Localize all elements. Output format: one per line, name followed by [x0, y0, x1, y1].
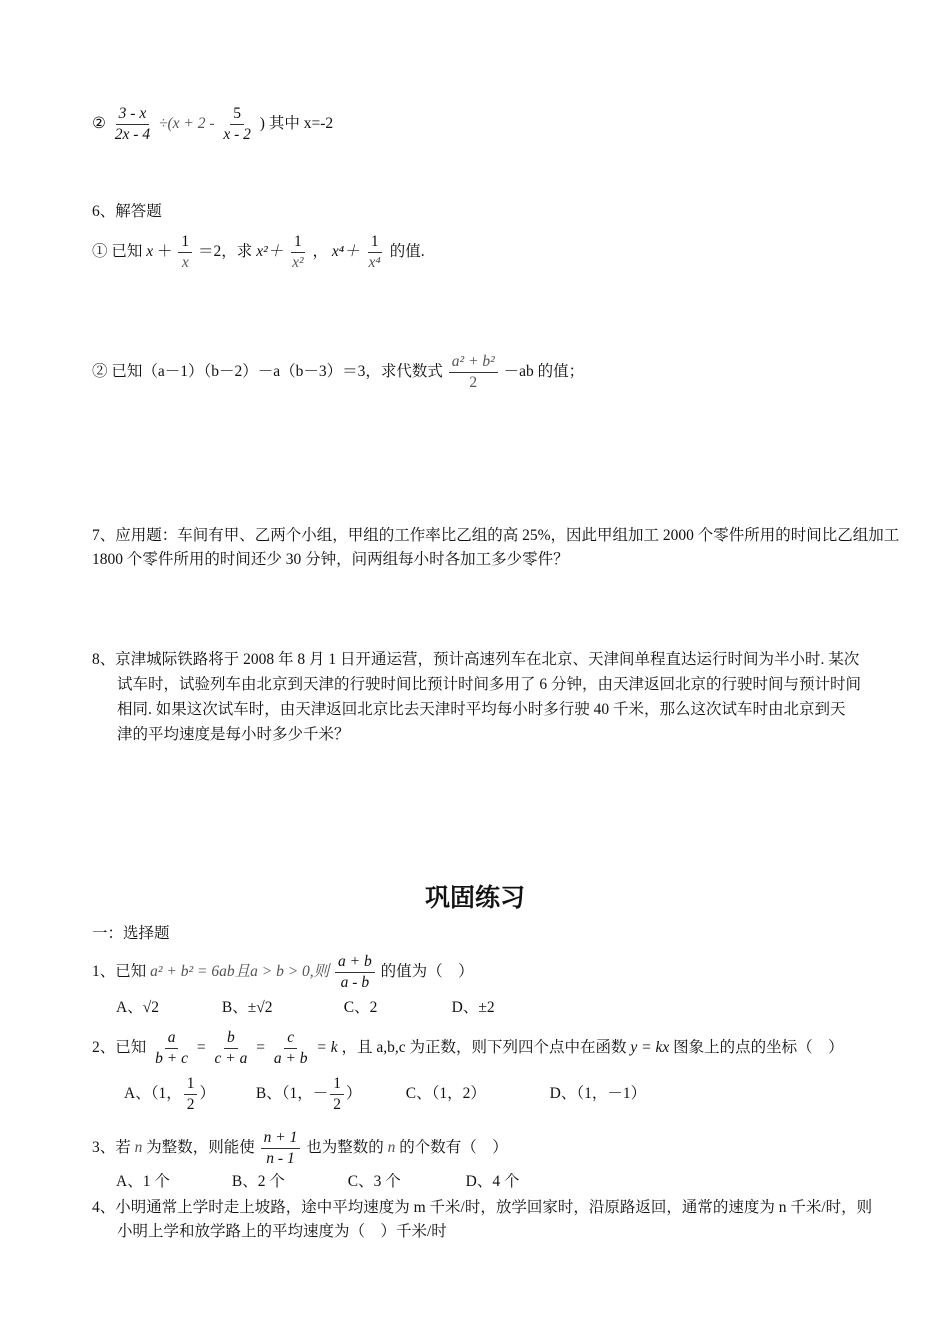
numerator: 1: [291, 232, 305, 253]
c2-frac-a: [152, 1028, 191, 1069]
c3-middle-1: 为整数，则能使: [146, 1139, 255, 1157]
c2-suffix: 图象上的点的坐标（ ）: [673, 1039, 844, 1057]
numerator: a: [165, 1028, 179, 1049]
c3-option-a[interactable]: A、1 个: [116, 1173, 170, 1190]
option-prefix: B、（1，－: [255, 1085, 329, 1103]
q5-close-paren: ): [259, 115, 265, 133]
q6-part2: [92, 352, 584, 393]
option-suffix: ）: [345, 1085, 362, 1103]
q5-marker: ②: [92, 115, 106, 133]
q5-expression: [92, 104, 333, 145]
c3-suffix: 的个数有（ ）: [399, 1139, 508, 1157]
c2-option-c[interactable]: C、（1，2）: [405, 1085, 486, 1103]
q6-p1-x: x: [146, 243, 154, 261]
q6-part1: [92, 232, 425, 273]
option-fraction: [330, 1074, 344, 1115]
c2-prefix: 2、已知: [92, 1039, 147, 1057]
section-subtitle: 一：选择题: [92, 925, 170, 942]
c2-option-d[interactable]: D、（1，－1）: [549, 1085, 647, 1103]
q6-p1-frac-x4: [366, 232, 384, 273]
q5-condition: 其中 x=-2: [268, 115, 334, 133]
numerator: a + b: [335, 952, 375, 973]
c1-prefix: 1、已知: [92, 963, 147, 981]
c3-n-2: n: [387, 1139, 396, 1157]
numerator: 1: [184, 1074, 198, 1095]
numerator: 1: [368, 232, 382, 253]
q5-fraction-1: [112, 104, 153, 145]
q6-p1-suffix: 的值.: [389, 243, 425, 261]
numerator: 1: [330, 1074, 344, 1095]
numerator: a² + b²: [449, 352, 498, 373]
q6-p1-frac-x2: [289, 232, 307, 273]
c1-option-b[interactable]: B、±√2: [221, 999, 273, 1016]
c4-line2: 小明上学和放学路上的平均速度为（ ）千米/时: [117, 1223, 447, 1240]
q6-p1-plus: ＋: [157, 243, 173, 261]
c1-option-d[interactable]: D、±2: [451, 999, 495, 1016]
numerator: c: [284, 1028, 297, 1049]
q5-frac2-numerator: 5: [230, 104, 244, 125]
denominator: 2: [186, 1096, 195, 1113]
c1-question: [92, 952, 474, 993]
denominator: x: [181, 254, 189, 271]
option-fraction: [184, 1074, 198, 1115]
c3-options: [116, 1170, 519, 1194]
q5-frac1-denominator: 2x - 4: [114, 126, 151, 143]
q6-p1-x4: x⁴＋: [331, 243, 360, 261]
q8-line1: 8、京津城际铁路将于 2008 年 8 月 1 日开通运营，预计高速列车在北京、天津间单程直达运行时间为半小时. 某次: [92, 651, 860, 668]
c2-middle-text: ，且 a,b,c 为正数，则下列四个点中在函数: [341, 1039, 627, 1057]
q6-p1-x2: x²＋: [256, 243, 284, 261]
denominator: b + c: [155, 1050, 188, 1067]
c2-option-a[interactable]: [124, 1074, 252, 1115]
c3-option-d[interactable]: D、4 个: [465, 1173, 520, 1190]
q6-p2-prefix: ② 已知（a－1）（b－2）－a（b－3）＝3，求代数式: [92, 363, 443, 381]
q5-frac1-numerator: 3 - x: [116, 104, 150, 125]
c3-option-b[interactable]: B、2 个: [231, 1173, 285, 1190]
denominator: x²: [292, 254, 304, 271]
c1-condition: a² + b² = 6ab且a > b > 0,则: [150, 963, 330, 981]
q5-fraction-2: [220, 104, 254, 145]
c2-question: [92, 1028, 844, 1069]
denominator: 2: [469, 374, 478, 391]
c1-suffix: 的值为（ ）: [380, 963, 474, 981]
numerator: b: [224, 1028, 238, 1049]
c4-line1: 4、小明通常上学时走上坡路，途中平均速度为 m 千米/时，放学回家时，沿原路返回，通常的速度为 n 千米/时，则: [92, 1199, 873, 1216]
q8-line4: 津的平均速度是每小时多少千米？: [117, 726, 350, 743]
c2-option-b[interactable]: [256, 1074, 402, 1115]
q6-p1-equals: ＝2，求: [198, 243, 253, 261]
option-prefix: A、（1，: [124, 1085, 182, 1103]
section-title: 巩固练习: [424, 883, 525, 912]
option-suffix: ）: [199, 1085, 215, 1103]
c1-fraction: [335, 952, 375, 993]
c3-question: [92, 1128, 508, 1169]
denominator: 2: [333, 1096, 341, 1113]
q8-line3: 相同. 如果这次试车时，由天津返回北京比去天津时平均每小时多行驶 40 千米，那么这次试车时由北京到天: [117, 701, 846, 718]
c2-frac-c: [271, 1028, 311, 1069]
c1-option-c[interactable]: C、2: [343, 999, 378, 1016]
c2-function: y = kx: [630, 1039, 670, 1057]
numerator: n + 1: [261, 1128, 301, 1149]
q8-line2: 试车时，试验列车由北京到天津的行驶时间比预计时间多用了 6 分钟，由天津返回北京的行驶时间与预计时间: [117, 676, 862, 693]
c3-n: n: [134, 1139, 143, 1157]
numerator: 1: [178, 232, 192, 253]
c2-equals-1: =: [196, 1039, 206, 1057]
c3-option-c[interactable]: C、3 个: [347, 1173, 401, 1190]
q6-p2-suffix: －ab 的值；: [503, 363, 585, 381]
q5-division-part: ÷(x + 2 -: [158, 115, 215, 133]
denominator: a + b: [273, 1050, 308, 1067]
q6-p1-comma: ，: [312, 243, 329, 261]
c2-equals-2: =: [256, 1039, 265, 1057]
q6-heading: 6、解答题: [92, 203, 162, 220]
q5-frac2-denominator: x - 2: [223, 126, 251, 143]
q6-p1-prefix: ① 已知: [92, 243, 143, 261]
q6-p2-fraction: [449, 352, 498, 393]
c3-middle-2: 也为整数的: [306, 1139, 384, 1157]
denominator: c + a: [214, 1050, 248, 1067]
c3-prefix: 3、若: [92, 1139, 131, 1157]
c3-fraction: [261, 1128, 301, 1169]
denominator: x⁴: [368, 254, 381, 271]
c2-frac-b: [211, 1028, 250, 1069]
c2-options: [124, 1074, 646, 1115]
c2-k: = k: [316, 1039, 338, 1057]
c1-options: [116, 996, 495, 1020]
q7-text: 7、应用题：车间有甲、乙两个小组，甲组的工作率比乙组的高 25%，因此甲组加工 2000 个零件所用的时间比乙组加工 1800 个零件所用的时间还少 30 分钟，问两组每小时各加工多少零件？: [92, 527, 900, 568]
q6-p1-frac-x: [178, 232, 192, 273]
denominator: a - b: [340, 974, 370, 991]
c1-option-a[interactable]: A、√2: [116, 999, 159, 1016]
denominator: n - 1: [266, 1150, 295, 1167]
